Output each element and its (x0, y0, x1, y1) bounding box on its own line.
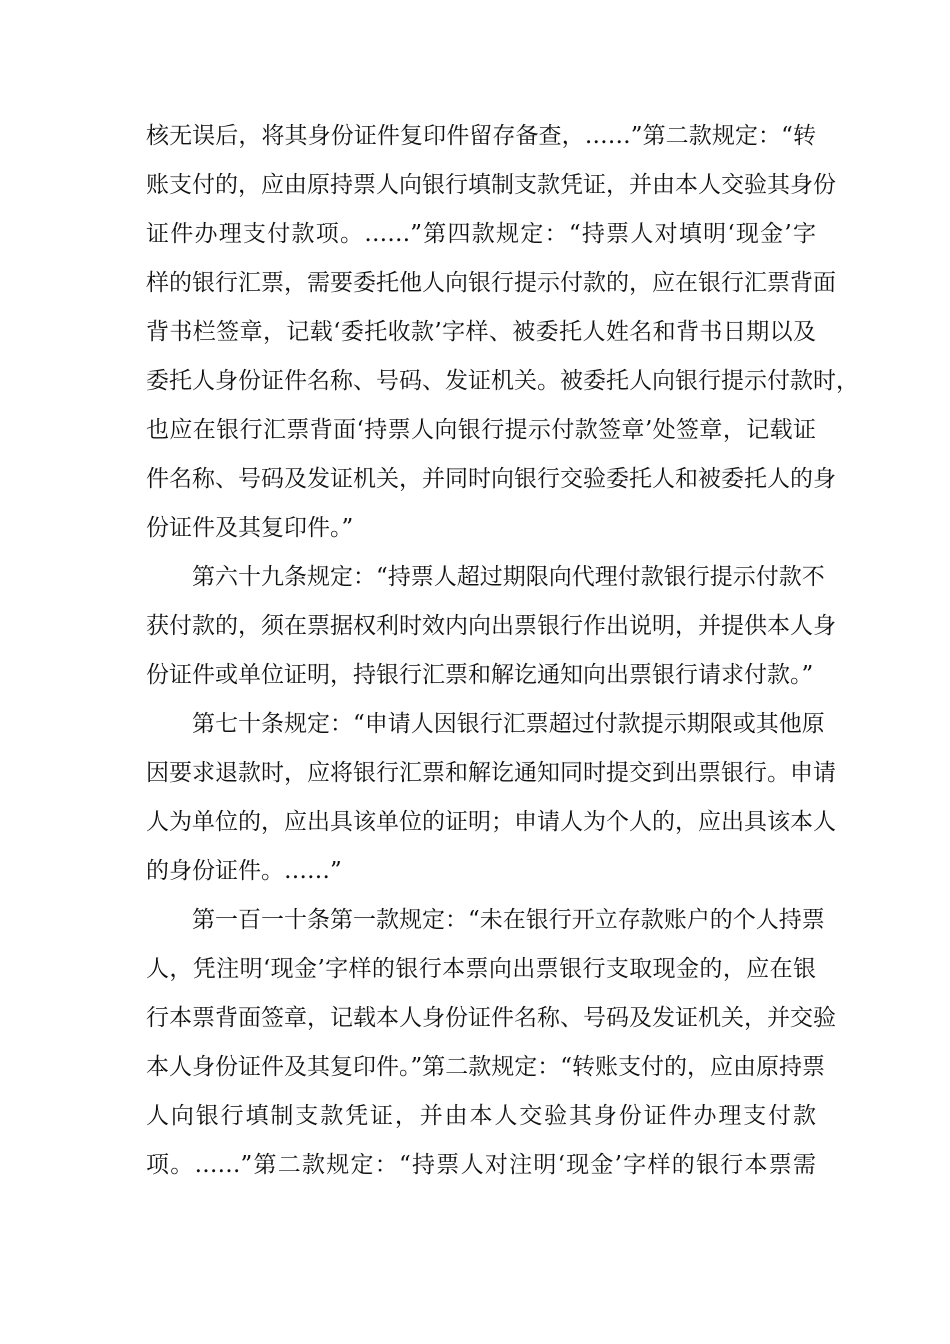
text-line: 份证件及其复印件。” (146, 515, 354, 541)
text-line: 第一百一十条第一款规定：“未在银行开立存款账户的个人持票 (192, 907, 825, 933)
paragraph-4 (146, 896, 836, 1190)
text-line: 人，凭注明‘现金’字样的银行本票向出票银行支取现金的，应在银 (146, 956, 816, 982)
text-line: 证件办理支付款项。……”第四款规定：“持票人对填明‘现金’字 (146, 221, 816, 247)
text-line: 委托人身份证件名称、号码、发证机关。被委托人向银行提示付款时， (146, 368, 859, 394)
text-line: 人向银行填制支款凭证，并由本人交验其身份证件办理支付款 (146, 1103, 816, 1129)
document-body (146, 112, 859, 1190)
paragraph-3 (146, 700, 836, 896)
text-line: 也应在银行汇票背面‘持票人向银行提示付款签章’处签章，记载证 (146, 417, 816, 443)
text-line: 样的银行汇票，需要委托他人向银行提示付款的，应在银行汇票背面 (146, 270, 836, 296)
text-line: 获付款的，须在票据权利时效内向出票银行作出说明，并提供本人身 (146, 613, 836, 639)
paragraph-2 (146, 553, 836, 700)
text-line: 人为单位的，应出具该单位的证明；申请人为个人的，应出具该本人 (146, 809, 836, 835)
text-line: 本人身份证件及其复印件。”第二款规定：“转账支付的，应由原持票 (146, 1054, 826, 1080)
paragraph-1 (146, 112, 859, 553)
text-line: 账支付的，应由原持票人向银行填制支款凭证，并由本人交验其身份 (146, 172, 836, 198)
text-line: 因要求退款时，应将银行汇票和解讫通知同时提交到出票银行。申请 (146, 760, 836, 786)
text-line: 份证件或单位证明，持银行汇票和解讫通知向出票银行请求付款。” (146, 662, 814, 688)
text-line: 第六十九条规定：“持票人超过期限向代理付款银行提示付款不 (192, 564, 825, 590)
text-line: 项。……”第二款规定：“持票人对注明‘现金’字样的银行本票需 (146, 1152, 816, 1178)
text-line: 背书栏签章，记载‘委托收款’字样、被委托人姓名和背书日期以及 (146, 319, 816, 345)
text-line: 件名称、号码及发证机关，并同时向银行交验委托人和被委托人的身 (146, 466, 836, 492)
text-line: 第七十条规定：“申请人因银行汇票超过付款提示期限或其他原 (192, 711, 825, 737)
text-line: 行本票背面签章，记载本人身份证件名称、号码及发证机关，并交验 (146, 1005, 836, 1031)
text-line: 核无误后，将其身份证件复印件留存备查，……”第二款规定：“转 (146, 123, 816, 149)
text-line: 的身份证件。……” (146, 858, 342, 884)
